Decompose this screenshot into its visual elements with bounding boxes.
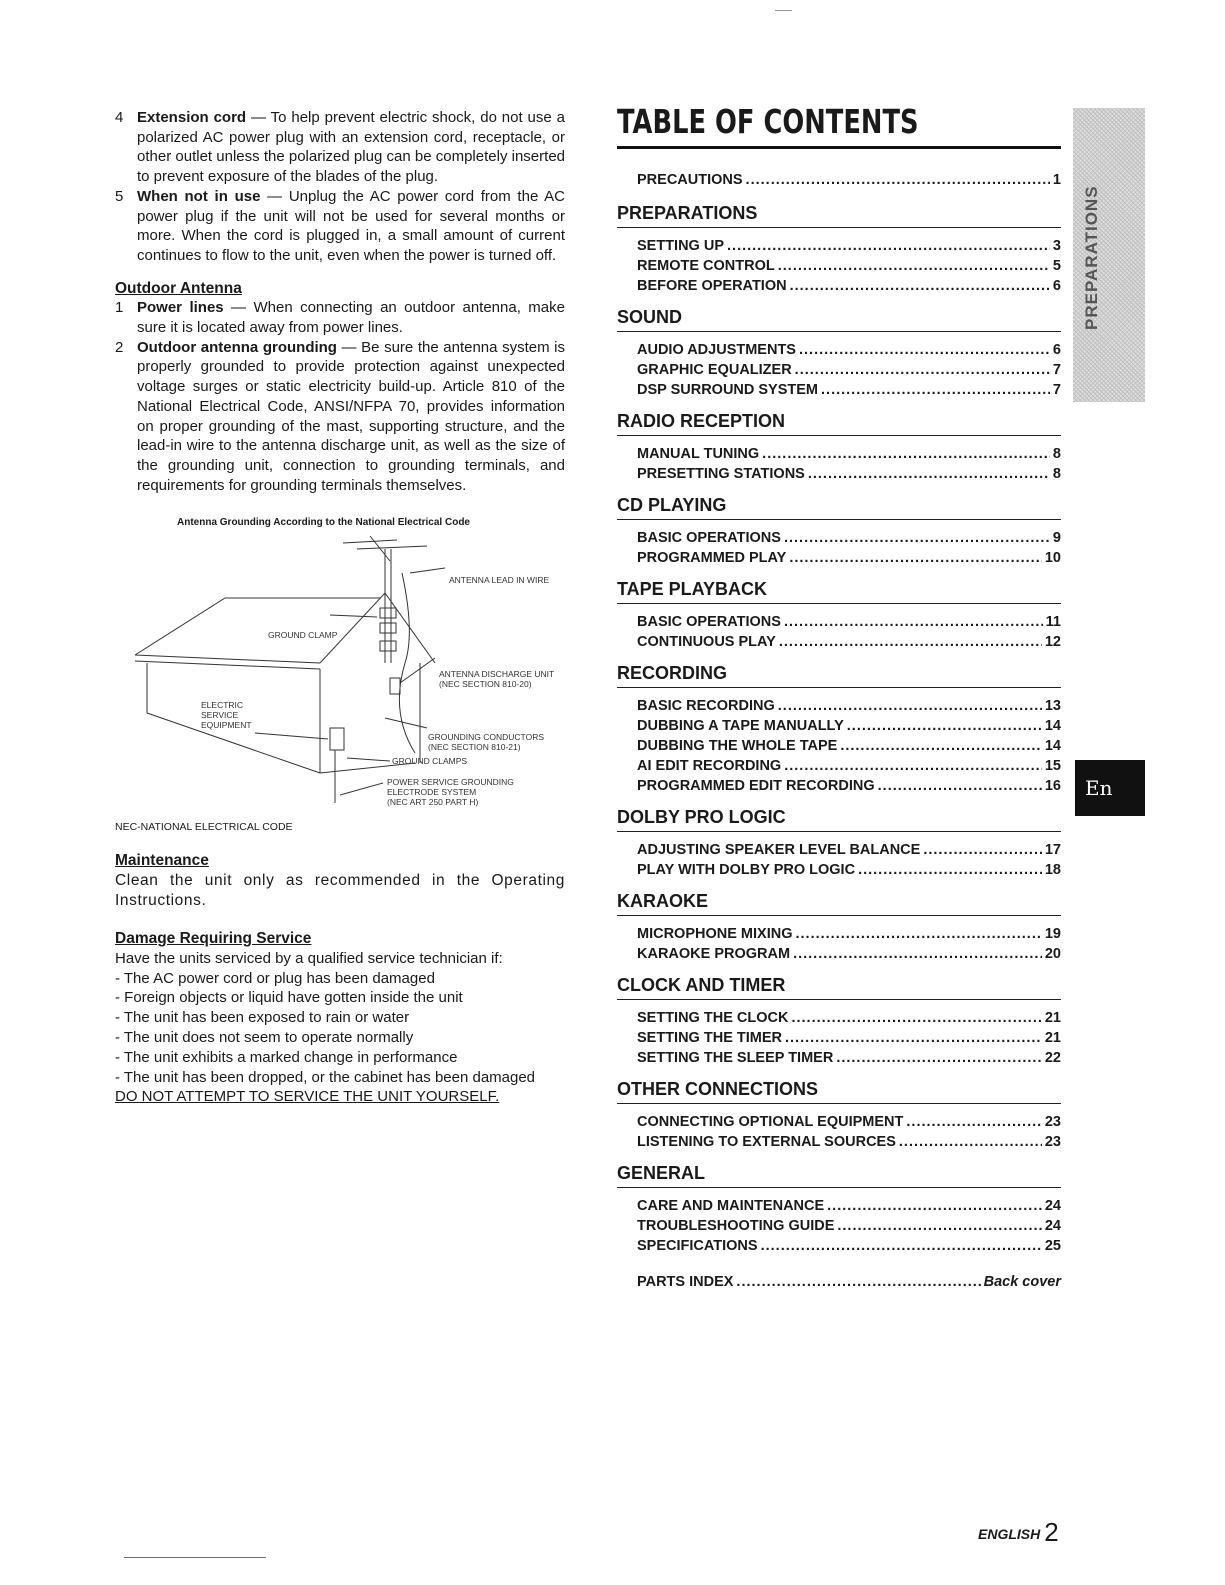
toc-section-title: GENERAL xyxy=(617,1162,1061,1188)
toc-entry[interactable] xyxy=(617,340,1061,360)
top-mark xyxy=(775,10,792,11)
item-number: 2 xyxy=(115,338,124,356)
toc-entry-label: SPECIFICATIONS xyxy=(637,1238,758,1254)
toc-entry-label: LISTENING TO EXTERNAL SOURCES xyxy=(637,1134,896,1150)
toc-entry[interactable] xyxy=(617,444,1061,464)
toc-section-title: SOUND xyxy=(617,306,1061,332)
toc-entry-page: 22 xyxy=(1044,1050,1061,1066)
toc-entry[interactable] xyxy=(617,1236,1061,1256)
item-text: — Be sure the antenna system is properly grounded to provide protection against unexpected voltage surges or static electricity build-up. Article 810 of the National Electrical Code, ANSI/NFPA 70, provides information on proper grounding of the mast, supporting structure, and the lead-in wire to the antenna discharge unit, as well as the size of the grounding unit, connection to grounding terminals, and requirements for grounding terminals themselves. xyxy=(137,338,565,494)
side-tab-label: PREPARATIONS xyxy=(1082,185,1101,330)
toc-leader-dots xyxy=(778,256,1050,276)
table-of-contents xyxy=(617,170,1061,1292)
toc-entry-page: 9 xyxy=(1052,530,1061,546)
damage-item: - Foreign objects or liquid have gotten inside the unit xyxy=(115,989,463,1007)
toc-entry[interactable] xyxy=(617,736,1061,756)
damage-item: - The unit has been exposed to rain or water xyxy=(115,1009,410,1027)
toc-leader-dots xyxy=(727,236,1050,256)
toc-leader-dots xyxy=(878,776,1042,796)
maintenance-text: Clean the unit only as recommended in the Operating Instructions. xyxy=(115,872,565,910)
toc-entry-parts-index[interactable] xyxy=(617,1272,1061,1292)
toc-leader-dots xyxy=(795,360,1050,380)
toc-entry[interactable] xyxy=(617,1028,1061,1048)
item-text: — When connecting an outdoor antenna, make sure it is located away from power lines. xyxy=(137,299,565,337)
damage-list xyxy=(115,949,565,1107)
toc-entry-label: DUBBING A TAPE MANUALLY xyxy=(637,718,844,734)
toc-leader-dots xyxy=(899,1132,1042,1152)
toc-entry-label: PRESETTING STATIONS xyxy=(637,466,805,482)
toc-leader-dots xyxy=(779,632,1042,652)
toc-leader-dots xyxy=(784,528,1050,548)
toc-entry[interactable] xyxy=(617,256,1061,276)
toc-entry-label: KARAOKE PROGRAM xyxy=(637,946,791,962)
damage-item: - The AC power cord or plug has been damaged xyxy=(115,969,435,987)
safety-item-antenna-grounding xyxy=(115,338,565,496)
toc-entry-label: ADJUSTING SPEAKER LEVEL BALANCE xyxy=(637,842,921,858)
label-discharge-unit: ANTENNA DISCHARGE UNIT xyxy=(439,669,555,680)
toc-leader-dots xyxy=(789,548,1042,568)
page-number: 2 xyxy=(1044,1517,1059,1547)
toc-entry-page: 25 xyxy=(1044,1238,1061,1254)
item-text: — To help prevent electric shock, do not use a polarized AC power plug with an extension cord, receptacle, or other outlet unless the polarized plug can be completely inserted to prevent exposure of the blades of the plug. xyxy=(137,109,565,186)
nec-note: NEC-NATIONAL ELECTRICAL CODE xyxy=(115,821,293,834)
label-ground-clamp: GROUND CLAMP xyxy=(268,630,338,641)
antenna-grounding-diagram xyxy=(115,513,565,813)
toc-entry[interactable] xyxy=(617,612,1061,632)
toc-section xyxy=(617,890,1061,964)
toc-entry-label: BASIC RECORDING xyxy=(637,698,775,714)
toc-entry-page: 21 xyxy=(1044,1010,1061,1026)
toc-leader-dots xyxy=(791,1008,1041,1028)
footer-language: ENGLISH xyxy=(978,1526,1041,1542)
item-title: Outdoor antenna grounding xyxy=(137,338,337,356)
toc-leader-dots xyxy=(784,612,1043,632)
toc-leader-dots xyxy=(799,340,1050,360)
item-number: 1 xyxy=(115,299,124,317)
toc-entry-label: REMOTE CONTROL xyxy=(637,258,775,274)
toc-entry-page: 14 xyxy=(1044,738,1061,754)
toc-entry-page: 5 xyxy=(1052,258,1061,274)
toc-entry-page: 15 xyxy=(1044,758,1061,774)
toc-entry[interactable] xyxy=(617,632,1061,652)
toc-section xyxy=(617,410,1061,484)
toc-entry-page: 12 xyxy=(1044,634,1061,650)
toc-entry-label: AI EDIT RECORDING xyxy=(637,758,782,774)
toc-leader-dots xyxy=(858,860,1042,880)
label-ground-clamps: GROUND CLAMPS xyxy=(392,756,468,767)
item-number: 5 xyxy=(115,187,124,205)
toc-entry[interactable] xyxy=(617,696,1061,716)
item-title: Extension cord xyxy=(137,109,247,126)
toc-entry-page: 10 xyxy=(1044,550,1061,566)
toc-sections xyxy=(617,202,1061,1256)
damage-heading: Damage Requiring Service xyxy=(115,930,312,948)
label-service: SERVICE xyxy=(201,710,239,721)
toc-entry[interactable] xyxy=(617,924,1061,944)
toc-entry-label: AUDIO ADJUSTMENTS xyxy=(637,342,796,358)
toc-entry-page: 21 xyxy=(1044,1030,1061,1046)
toc-title: TABLE OF CONTENTS xyxy=(617,102,919,141)
toc-entry[interactable] xyxy=(617,1112,1061,1132)
toc-section-title: PREPARATIONS xyxy=(617,202,1061,228)
toc-entry-label: PROGRAMMED EDIT RECORDING xyxy=(637,778,875,794)
toc-entry-label: PLAY WITH DOLBY PRO LOGIC xyxy=(637,862,856,878)
toc-entry-page: 6 xyxy=(1052,342,1061,358)
toc-entry-label: CONTINUOUS PLAY xyxy=(637,634,776,650)
toc-entry-label: BASIC OPERATIONS xyxy=(637,614,781,630)
page-footer xyxy=(978,1515,1059,1546)
toc-entry-page: 19 xyxy=(1044,926,1061,942)
safety-item-power-lines xyxy=(115,298,565,337)
toc-section xyxy=(617,202,1061,296)
toc-leader-dots xyxy=(790,276,1050,296)
label-equipment: EQUIPMENT xyxy=(201,720,252,731)
toc-entry-precautions[interactable] xyxy=(617,170,1061,190)
safety-column xyxy=(115,108,565,1107)
toc-entry-page: 6 xyxy=(1052,278,1061,294)
label-power-grounding: POWER SERVICE GROUNDING xyxy=(387,777,514,788)
antenna-grounding-figure xyxy=(115,513,565,843)
toc-section xyxy=(617,1162,1061,1256)
toc-entry[interactable] xyxy=(617,1196,1061,1216)
toc-section-title: CLOCK AND TIMER xyxy=(617,974,1061,1000)
toc-leader-dots xyxy=(762,444,1050,464)
toc-leader-dots xyxy=(778,696,1042,716)
toc-entry[interactable] xyxy=(617,756,1061,776)
service-warning: DO NOT ATTEMPT TO SERVICE THE UNIT YOURSELF. xyxy=(115,1088,500,1106)
toc-leader-dots xyxy=(761,1236,1042,1256)
toc-entry-label: DUBBING THE WHOLE TAPE xyxy=(637,738,838,754)
toc-entry[interactable] xyxy=(617,528,1061,548)
toc-entry[interactable] xyxy=(617,1008,1061,1028)
figure-title: Antenna Grounding According to the National Electrical Code xyxy=(177,517,470,529)
toc-entry-label: GRAPHIC EQUALIZER xyxy=(637,362,792,378)
toc-entry-page: 14 xyxy=(1044,718,1061,734)
safety-item-extension-cord xyxy=(115,108,565,187)
toc-section xyxy=(617,806,1061,880)
toc-entry-label: SETTING UP xyxy=(637,238,725,254)
outdoor-antenna-heading: Outdoor Antenna xyxy=(115,279,242,297)
label-grounding-conductors: GROUNDING CONDUCTORS xyxy=(428,732,545,743)
toc-entry-label: PARTS INDEX xyxy=(637,1274,734,1290)
toc-entry-page: 7 xyxy=(1052,362,1061,378)
toc-entry[interactable] xyxy=(617,716,1061,736)
toc-entry[interactable] xyxy=(617,776,1061,796)
toc-section-title: CD PLAYING xyxy=(617,494,1061,520)
label-electrode-system: ELECTRODE SYSTEM xyxy=(387,787,477,798)
toc-entry[interactable] xyxy=(617,840,1061,860)
toc-entry[interactable] xyxy=(617,1132,1061,1152)
label-nec-art: (NEC ART 250 PART H) xyxy=(387,797,479,808)
toc-entry[interactable] xyxy=(617,380,1061,400)
toc-section-title: RECORDING xyxy=(617,662,1061,688)
damage-item: - The unit exhibits a marked change in performance xyxy=(115,1048,458,1066)
toc-entry[interactable] xyxy=(617,276,1061,296)
toc-section xyxy=(617,494,1061,568)
toc-leader-dots xyxy=(837,1216,1041,1236)
toc-entry-label: BEFORE OPERATION xyxy=(637,278,787,294)
toc-entry[interactable] xyxy=(617,860,1061,880)
toc-entry-label: CONNECTING OPTIONAL EQUIPMENT xyxy=(637,1114,904,1130)
toc-section-title: TAPE PLAYBACK xyxy=(617,578,1061,604)
toc-section xyxy=(617,306,1061,400)
toc-leader-dots xyxy=(793,944,1042,964)
toc-entry-page: 8 xyxy=(1052,446,1061,462)
toc-section xyxy=(617,578,1061,652)
toc-entry-label: TROUBLESHOOTING GUIDE xyxy=(637,1218,835,1234)
toc-entry[interactable] xyxy=(617,1048,1061,1068)
toc-entry-page: 7 xyxy=(1052,382,1061,398)
label-discharge-section: (NEC SECTION 810-20) xyxy=(439,679,532,690)
toc-entry-page: 3 xyxy=(1052,238,1061,254)
toc-section xyxy=(617,662,1061,796)
toc-entry-page: 17 xyxy=(1044,842,1061,858)
toc-entry-page: 1 xyxy=(1052,172,1061,188)
toc-entry-page: 24 xyxy=(1044,1218,1061,1234)
toc-leader-dots xyxy=(736,1272,980,1292)
toc-title-rule xyxy=(617,146,1061,149)
label-electric: ELECTRIC xyxy=(201,700,244,711)
toc-section-title: KARAOKE xyxy=(617,890,1061,916)
toc-section-title: OTHER CONNECTIONS xyxy=(617,1078,1061,1104)
toc-entry[interactable] xyxy=(617,360,1061,380)
toc-entry[interactable] xyxy=(617,944,1061,964)
language-tab xyxy=(1075,760,1145,816)
item-title: When not in use xyxy=(137,187,261,205)
toc-entry-label: PRECAUTIONS xyxy=(637,172,743,188)
toc-entry-label: SETTING THE SLEEP TIMER xyxy=(637,1050,834,1066)
toc-section-title: RADIO RECEPTION xyxy=(617,410,1061,436)
toc-entry-page: 23 xyxy=(1044,1134,1061,1150)
toc-entry[interactable] xyxy=(617,548,1061,568)
toc-entry-label: SETTING THE TIMER xyxy=(637,1030,782,1046)
toc-entry-label: CARE AND MAINTENANCE xyxy=(637,1198,825,1214)
toc-entry-page: 23 xyxy=(1044,1114,1061,1130)
toc-entry-page: 24 xyxy=(1044,1198,1061,1214)
toc-leader-dots xyxy=(923,840,1042,860)
toc-leader-dots xyxy=(808,464,1050,484)
toc-entry-page: 11 xyxy=(1045,614,1061,630)
bottom-underline xyxy=(124,1557,266,1558)
toc-entry[interactable] xyxy=(617,1216,1061,1236)
toc-leader-dots xyxy=(847,716,1042,736)
label-lead-in: ANTENNA LEAD IN WIRE xyxy=(449,575,550,586)
toc-section-title: DOLBY PRO LOGIC xyxy=(617,806,1061,832)
toc-entry[interactable] xyxy=(617,236,1061,256)
toc-leader-dots xyxy=(906,1112,1041,1132)
toc-entry-label: SETTING THE CLOCK xyxy=(637,1010,789,1026)
toc-entry[interactable] xyxy=(617,464,1061,484)
language-tab-label: En xyxy=(1085,776,1113,800)
toc-section xyxy=(617,974,1061,1068)
item-title: Power lines xyxy=(137,299,224,317)
toc-entry-page: Back cover xyxy=(983,1274,1061,1290)
damage-item: - The unit does not seem to operate normally xyxy=(115,1028,414,1046)
toc-entry-page: 13 xyxy=(1044,698,1061,714)
toc-entry-label: PROGRAMMED PLAY xyxy=(637,550,787,566)
toc-section xyxy=(617,1078,1061,1152)
damage-intro: Have the units serviced by a qualified service technician if: xyxy=(115,949,503,967)
toc-entry-page: 20 xyxy=(1044,946,1061,962)
toc-leader-dots xyxy=(785,1028,1042,1048)
toc-entry-label: MANUAL TUNING xyxy=(637,446,760,462)
toc-leader-dots xyxy=(827,1196,1042,1216)
damage-item: - The unit has been dropped, or the cabinet has been damaged xyxy=(115,1068,536,1086)
toc-leader-dots xyxy=(784,756,1042,776)
toc-leader-dots xyxy=(746,170,1050,190)
item-text: — Unplug the AC power cord from the AC power plug if the unit will not be used for several months or more. When the cord is plugged in, a small amount of current continues to flow to the unit, even when the power is turned off. xyxy=(137,187,565,264)
toc-entry-label: DSP SURROUND SYSTEM xyxy=(637,382,819,398)
toc-leader-dots xyxy=(840,736,1042,756)
toc-leader-dots xyxy=(795,924,1041,944)
item-number: 4 xyxy=(115,109,124,126)
maintenance-heading: Maintenance xyxy=(115,852,209,870)
toc-leader-dots xyxy=(821,380,1050,400)
safety-item-not-in-use xyxy=(115,187,565,266)
toc-entry-page: 16 xyxy=(1044,778,1061,794)
toc-entry-label: BASIC OPERATIONS xyxy=(637,530,781,546)
toc-entry-label: MICROPHONE MIXING xyxy=(637,926,793,942)
toc-leader-dots xyxy=(836,1048,1042,1068)
toc-entry-page: 8 xyxy=(1052,466,1061,482)
label-conductors-section: (NEC SECTION 810-21) xyxy=(428,742,521,753)
toc-entry-page: 18 xyxy=(1044,862,1061,878)
